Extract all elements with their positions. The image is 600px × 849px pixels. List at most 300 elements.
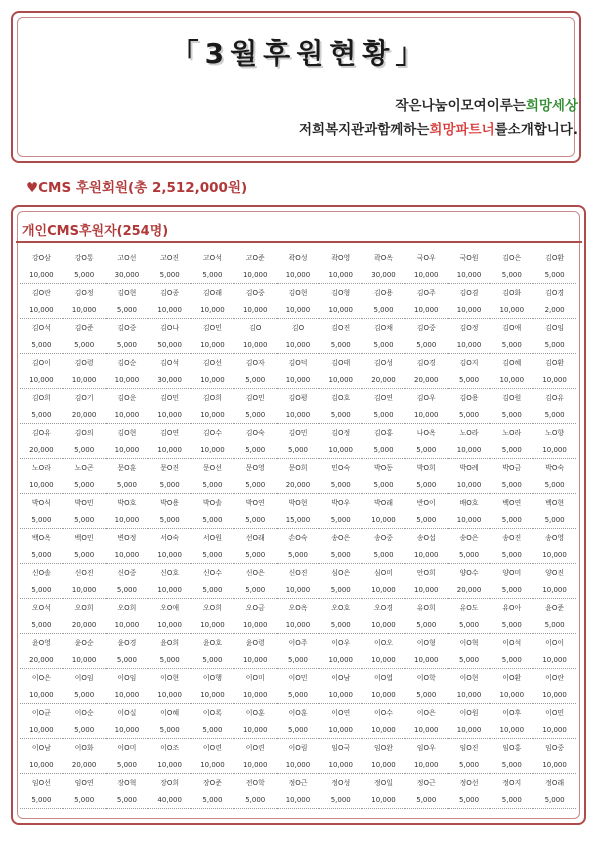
- donor-amount-row: [20, 546, 576, 564]
- donor-amount: 5,000: [533, 266, 576, 284]
- donor-name: 이O현: [160, 673, 180, 682]
- donor-amount: 10,000: [191, 756, 234, 774]
- donor-amount: 5,000: [277, 546, 320, 564]
- donor-amount: 5,000: [448, 616, 491, 634]
- donor-name: 이O우: [331, 638, 351, 647]
- donor-amount: 5,000: [405, 476, 448, 494]
- donor-amount: 10,000: [191, 686, 234, 704]
- donor-name: 오O희: [202, 603, 222, 612]
- donor-name: 전O학: [245, 778, 265, 787]
- donor-amount: 10,000: [319, 266, 362, 284]
- donor-name: 신O호: [160, 568, 180, 577]
- donor-name: 양O진: [545, 568, 565, 577]
- donor-name-row: [20, 564, 576, 582]
- donor-amount: 2,000: [533, 301, 576, 319]
- donor-amount: 5,000: [405, 616, 448, 634]
- donor-name: 박O연: [245, 498, 265, 507]
- donor-amount: 10,000: [63, 301, 106, 319]
- donor-name: 임O연: [74, 778, 94, 787]
- donor-name: 장O희: [160, 778, 180, 787]
- donor-amount: 10,000: [490, 721, 533, 739]
- donor-amount: 10,000: [533, 546, 576, 564]
- donor-amount: 5,000: [405, 511, 448, 529]
- donor-amount-row: [20, 266, 576, 284]
- donor-amount: 5,000: [490, 441, 533, 459]
- donor-name: 박O금: [502, 463, 522, 472]
- donor-amount: 5,000: [405, 441, 448, 459]
- donor-name: 곽O영: [331, 253, 351, 262]
- donor-name: 김O태: [331, 358, 351, 367]
- donor-name: 임O선: [31, 778, 51, 787]
- donor-amount: 5,000: [191, 511, 234, 529]
- donor-amount: 10,000: [234, 756, 277, 774]
- donor-name: 이O록: [202, 708, 222, 717]
- donor-name: 신O진: [74, 568, 94, 577]
- donor-name: 윤O준: [545, 603, 565, 612]
- donor-amount: 5,000: [319, 406, 362, 424]
- donor-amount: 30,000: [362, 266, 405, 284]
- donor-amount: 10,000: [234, 336, 277, 354]
- donor-amount-row: [20, 581, 576, 599]
- donor-amount: 5,000: [234, 476, 277, 494]
- donor-amount: 10,000: [148, 546, 191, 564]
- donor-amount: 5,000: [20, 336, 63, 354]
- donor-name: 김O홍: [373, 428, 394, 437]
- donor-name: 김O현: [288, 288, 308, 297]
- donor-name: 김O중: [416, 323, 436, 332]
- donor-amount-row: [20, 651, 576, 669]
- donor-amount: 10,000: [106, 616, 149, 634]
- donor-amount: 5,000: [63, 476, 106, 494]
- donor-name: 김O희: [202, 393, 222, 402]
- donor-amount: 5,000: [533, 791, 576, 809]
- donor-name: 이O현: [459, 673, 479, 682]
- donor-amount: 20,000: [362, 371, 405, 389]
- donor-amount: 10,000: [362, 581, 405, 599]
- donor-name: 윤O호: [202, 638, 222, 647]
- donor-amount: 5,000: [20, 616, 63, 634]
- donor-name: 정O근: [288, 778, 308, 787]
- donor-amount-row: [20, 371, 576, 389]
- donor-name: 변O정: [117, 533, 137, 542]
- donor-amount: 10,000: [63, 581, 106, 599]
- donor-name: 김O호: [331, 393, 351, 402]
- donor-name: 신O수: [202, 568, 222, 577]
- donor-name: 김O석: [31, 323, 51, 332]
- donor-amount: 5,000: [533, 336, 576, 354]
- donor-name: 이O순: [74, 708, 94, 717]
- donor-amount: 5,000: [20, 791, 63, 809]
- donor-name: 정O래: [545, 778, 565, 787]
- donor-amount: 5,000: [20, 581, 63, 599]
- donor-amount: 10,000: [319, 651, 362, 669]
- donor-amount: 5,000: [63, 441, 106, 459]
- donor-name: 임O국: [331, 743, 351, 752]
- donor-name: 송O은: [331, 533, 351, 542]
- donor-name-row: [20, 494, 576, 512]
- donor-name: 김O임: [545, 323, 565, 332]
- donor-name: 강O통: [74, 253, 94, 262]
- donor-name: 김O유: [545, 393, 565, 402]
- donor-amount: 5,000: [490, 581, 533, 599]
- donor-name: 정O지: [502, 778, 522, 787]
- donor-name: 김O환: [545, 358, 565, 367]
- donor-amount: 10,000: [319, 301, 362, 319]
- donor-name: 이O오: [373, 638, 394, 647]
- donor-name: 박O례: [459, 463, 479, 472]
- donor-name: 고O석: [202, 253, 222, 262]
- donor-name: 송O영: [545, 533, 565, 542]
- donor-name: 민O숙: [331, 463, 351, 472]
- donor-amount: 10,000: [533, 581, 576, 599]
- donor-amount-row: [20, 511, 576, 529]
- donor-amount: 10,000: [148, 581, 191, 599]
- donor-name: 김O원: [502, 393, 522, 402]
- donor-amount: 5,000: [20, 511, 63, 529]
- donor-amount: 10,000: [191, 336, 234, 354]
- donor-name: 이O민: [288, 673, 308, 682]
- donor-amount: 10,000: [106, 406, 149, 424]
- donor-amount: 5,000: [148, 476, 191, 494]
- donor-name: 박O호: [117, 498, 137, 507]
- donor-name: 김O덕: [288, 358, 308, 367]
- panel-divider: [16, 241, 582, 243]
- donor-amount: 5,000: [319, 336, 362, 354]
- donor-amount-row: [20, 441, 576, 459]
- donor-name: 김O현: [117, 288, 137, 297]
- donor-amount: 10,000: [191, 441, 234, 459]
- donor-name: 서O숙: [160, 533, 180, 542]
- donor-amount: 10,000: [405, 546, 448, 564]
- donor-name: 박O우: [331, 498, 351, 507]
- donor-amount: 5,000: [362, 301, 405, 319]
- donor-amount: 10,000: [234, 721, 277, 739]
- donor-name: 정O일: [373, 778, 394, 787]
- donor-name: 이O련: [245, 743, 265, 752]
- donor-name: 윤O순: [74, 638, 94, 647]
- donor-name: 김O: [291, 323, 305, 332]
- donor-amount: 5,000: [63, 721, 106, 739]
- donor-name: 김O경: [545, 288, 565, 297]
- donor-amount: 5,000: [277, 651, 320, 669]
- donor-amount: 10,000: [533, 721, 576, 739]
- donor-name: 노O라: [502, 428, 522, 437]
- donor-amount: 5,000: [191, 581, 234, 599]
- donor-amount: 5,000: [362, 546, 405, 564]
- donor-amount: 20,000: [277, 476, 320, 494]
- donor-amount: 5,000: [533, 476, 576, 494]
- donor-name: 박O현: [288, 498, 308, 507]
- donor-amount: 15,000: [277, 511, 320, 529]
- donor-name: 김O화: [502, 288, 522, 297]
- donor-name: 이O미: [117, 743, 137, 752]
- donor-amount: 5,000: [319, 581, 362, 599]
- donor-amount: 10,000: [533, 441, 576, 459]
- donor-amount: 10,000: [234, 651, 277, 669]
- donor-amount: 5,000: [448, 791, 491, 809]
- donor-amount: 5,000: [63, 546, 106, 564]
- donor-amount: 5,000: [490, 336, 533, 354]
- donor-amount: 5,000: [63, 791, 106, 809]
- donor-name: 이O은: [416, 708, 436, 717]
- donor-name: 김O용: [373, 288, 394, 297]
- donor-amount: 5,000: [405, 791, 448, 809]
- donor-name: 이O임: [117, 673, 137, 682]
- donor-name: 김O정: [74, 288, 94, 297]
- donor-name: 김O란: [31, 288, 51, 297]
- donor-amount: 10,000: [20, 756, 63, 774]
- donor-amount: 5,000: [148, 651, 191, 669]
- donor-name: 이O련: [202, 743, 222, 752]
- donor-name: 임O진: [459, 743, 479, 752]
- donor-amount: 10,000: [234, 686, 277, 704]
- donor-amount: 10,000: [277, 336, 320, 354]
- donor-name: 이O훈: [288, 708, 308, 717]
- donor-amount: 10,000: [234, 616, 277, 634]
- donor-name: 오O희: [74, 603, 94, 612]
- donor-name: 김O현: [117, 428, 137, 437]
- donor-amount: 10,000: [362, 791, 405, 809]
- donor-amount: 10,000: [148, 686, 191, 704]
- donor-amount: 10,000: [448, 441, 491, 459]
- donor-amount: 50,000: [148, 336, 191, 354]
- donor-name: 오O금: [245, 603, 265, 612]
- donor-amount: 5,000: [362, 476, 405, 494]
- donor-amount: 5,000: [234, 406, 277, 424]
- donor-amount: 10,000: [405, 581, 448, 599]
- donor-name: 김O정: [331, 428, 351, 437]
- donor-name: 오O애: [160, 603, 180, 612]
- donor-name: 이O환: [502, 673, 522, 682]
- donor-name: 이O후: [502, 708, 522, 717]
- donor-name: 이O은: [31, 673, 51, 682]
- donor-name: 오O희: [117, 603, 137, 612]
- donor-name-row: [20, 669, 576, 687]
- donor-name: 김O래: [202, 288, 222, 297]
- donor-name: 김O주: [416, 288, 436, 297]
- donor-name: 오O석: [31, 603, 51, 612]
- donor-amount: 5,000: [319, 476, 362, 494]
- donor-amount: 10,000: [148, 301, 191, 319]
- donor-amount: 20,000: [448, 581, 491, 599]
- donor-name: 양O수: [459, 568, 479, 577]
- donor-amount: 5,000: [490, 406, 533, 424]
- donor-name: 백O옥: [31, 533, 51, 542]
- donor-name: 이O임: [74, 673, 94, 682]
- donor-name: 신O은: [245, 568, 265, 577]
- donor-amount: 5,000: [234, 511, 277, 529]
- donor-name: 이O원: [459, 708, 479, 717]
- donor-name: 송O섭: [416, 533, 436, 542]
- donor-name-row: [20, 424, 576, 442]
- donor-name-row: [20, 249, 576, 266]
- donor-name: 문O희: [288, 463, 308, 472]
- donor-amount: 10,000: [533, 756, 576, 774]
- donor-amount: 10,000: [448, 336, 491, 354]
- donor-amount: 5,000: [63, 511, 106, 529]
- donor-amount: 5,000: [191, 266, 234, 284]
- donor-name: 김O: [249, 323, 262, 332]
- donor-name: 이O실: [117, 708, 137, 717]
- cms-section-heading: ♥CMS 후원회원(총 2,512,000원): [26, 180, 248, 196]
- donor-amount: 5,000: [448, 756, 491, 774]
- donor-amount: 5,000: [277, 721, 320, 739]
- donor-amount: 5,000: [490, 756, 533, 774]
- donor-name: 김O연: [160, 428, 180, 437]
- donor-name: 김O채: [373, 323, 394, 332]
- donor-name: 이O형: [416, 638, 436, 647]
- donor-name: 김O경: [416, 358, 436, 367]
- donor-amount: 10,000: [448, 476, 491, 494]
- donor-amount: 10,000: [20, 476, 63, 494]
- donor-amount: 5,000: [234, 371, 277, 389]
- donor-name: 이O행: [202, 673, 222, 682]
- donor-name: 김O이: [31, 358, 51, 367]
- donor-amount: 10,000: [362, 651, 405, 669]
- donor-amount-row: [20, 791, 576, 809]
- donor-name: 신O진: [288, 568, 308, 577]
- donor-table: [20, 249, 576, 809]
- donor-amount-row: [20, 686, 576, 704]
- donor-name: 이O이: [545, 638, 565, 647]
- donor-amount: 20,000: [63, 756, 106, 774]
- donor-name: 심O은: [331, 568, 351, 577]
- donor-name: 박O민: [74, 498, 94, 507]
- donor-amount: 10,000: [405, 721, 448, 739]
- donor-amount: 10,000: [448, 686, 491, 704]
- tagline-2-text: 저희복지관과함께하는: [298, 122, 430, 138]
- donor-amount-row: [20, 301, 576, 319]
- donor-name: 장O혁: [117, 778, 137, 787]
- donor-name: 김O환: [545, 253, 565, 262]
- donor-name: 신O솔: [31, 568, 51, 577]
- donor-amount: 10,000: [362, 616, 405, 634]
- donor-amount: 5,000: [490, 476, 533, 494]
- donor-name: 정O근: [416, 778, 436, 787]
- donor-name: 이O수: [373, 708, 394, 717]
- donor-amount: 10,000: [277, 266, 320, 284]
- donor-name: 유O도: [459, 603, 479, 612]
- donor-amount: 10,000: [490, 301, 533, 319]
- donor-name: 신O중: [117, 568, 137, 577]
- donor-amount: 20,000: [63, 406, 106, 424]
- donor-amount: 5,000: [362, 441, 405, 459]
- donor-amount: 5,000: [234, 546, 277, 564]
- donor-name: 김O준: [74, 323, 94, 332]
- donor-name: 김O지: [459, 358, 479, 367]
- tagline-1-text: 작은나눔이모여이루는: [395, 98, 526, 114]
- donor-amount: 10,000: [533, 651, 576, 669]
- donor-amount: 10,000: [277, 301, 320, 319]
- donor-name: 박O숙: [545, 463, 565, 472]
- donor-amount-row: [20, 756, 576, 774]
- donor-name: 이O학: [416, 673, 436, 682]
- donor-name: 이O미: [245, 673, 265, 682]
- donor-name: 이O화: [74, 743, 94, 752]
- donor-name: 이O석: [502, 638, 522, 647]
- donor-name: 강O삼: [31, 253, 51, 262]
- donor-name: 이O림: [288, 743, 308, 752]
- donor-amount-row: [20, 616, 576, 634]
- donor-amount: 30,000: [148, 371, 191, 389]
- donor-name: 오O호: [331, 603, 351, 612]
- donor-name: 김O의: [74, 428, 94, 437]
- donor-amount: 20,000: [405, 371, 448, 389]
- donor-amount: 10,000: [277, 616, 320, 634]
- donor-name: 김O민: [160, 393, 180, 402]
- donor-amount: 5,000: [191, 651, 234, 669]
- donor-amount: 5,000: [63, 336, 106, 354]
- donor-name: 임O완: [373, 743, 394, 752]
- donor-name: 김O순: [117, 358, 137, 367]
- donor-amount: 5,000: [490, 791, 533, 809]
- donor-name: 박O솔: [202, 498, 222, 507]
- donor-name: 임O홍: [502, 743, 522, 752]
- donor-amount: 10,000: [148, 756, 191, 774]
- donor-name: 이O조: [160, 743, 180, 752]
- donor-name: 김O연: [373, 393, 394, 402]
- donor-amount: 5,000: [490, 511, 533, 529]
- donor-name: 서O원: [202, 533, 222, 542]
- donor-name-row: [20, 319, 576, 337]
- donor-amount: 10,000: [533, 371, 576, 389]
- donor-name: 김O용: [459, 393, 479, 402]
- donor-name: 장O준: [202, 778, 222, 787]
- donor-amount: 10,000: [106, 721, 149, 739]
- donor-name: 이O균: [31, 708, 51, 717]
- donor-amount: 10,000: [448, 301, 491, 319]
- donor-name-row: [20, 599, 576, 617]
- donor-amount: 10,000: [277, 371, 320, 389]
- donor-name-row: [20, 634, 576, 652]
- donor-amount: 5,000: [405, 336, 448, 354]
- donor-name: 이O혁: [459, 638, 479, 647]
- donor-name: 김O령: [74, 358, 94, 367]
- tagline-2-suffix: 를소개합니다.: [494, 122, 578, 138]
- donor-name: 김O은: [502, 253, 522, 262]
- donor-name: 이O연: [331, 708, 351, 717]
- donor-name: 김O자: [245, 358, 265, 367]
- donor-amount: 5,000: [448, 651, 491, 669]
- donor-name: 이O훈: [245, 708, 265, 717]
- donor-name-row: [20, 284, 576, 302]
- donor-amount: 10,000: [106, 441, 149, 459]
- donor-amount: 5,000: [277, 686, 320, 704]
- donor-name: 노O라: [459, 428, 479, 437]
- donor-amount: 10,000: [405, 406, 448, 424]
- donor-amount: 40,000: [148, 791, 191, 809]
- donor-amount: 5,000: [277, 441, 320, 459]
- donor-amount: 10,000: [20, 301, 63, 319]
- donor-name: 반O이: [416, 498, 436, 507]
- donor-amount-row: [20, 721, 576, 739]
- donor-name: 양O미: [502, 568, 522, 577]
- donor-name: 심O미: [373, 568, 394, 577]
- donor-amount: 10,000: [234, 301, 277, 319]
- tagline-line-2: [299, 118, 578, 138]
- donor-amount: 10,000: [63, 651, 106, 669]
- donor-name: 김O우: [416, 393, 436, 402]
- donor-amount: 10,000: [277, 756, 320, 774]
- donor-name: 윤O영: [31, 638, 51, 647]
- donor-name: 나O옥: [416, 428, 436, 437]
- donor-name: 유O아: [502, 603, 522, 612]
- donor-name: 김O민: [245, 393, 265, 402]
- tagline-2-accent: 희망파트너: [429, 122, 495, 138]
- donor-amount: 5,000: [191, 546, 234, 564]
- donor-amount: 10,000: [106, 686, 149, 704]
- donor-amount: 10,000: [20, 371, 63, 389]
